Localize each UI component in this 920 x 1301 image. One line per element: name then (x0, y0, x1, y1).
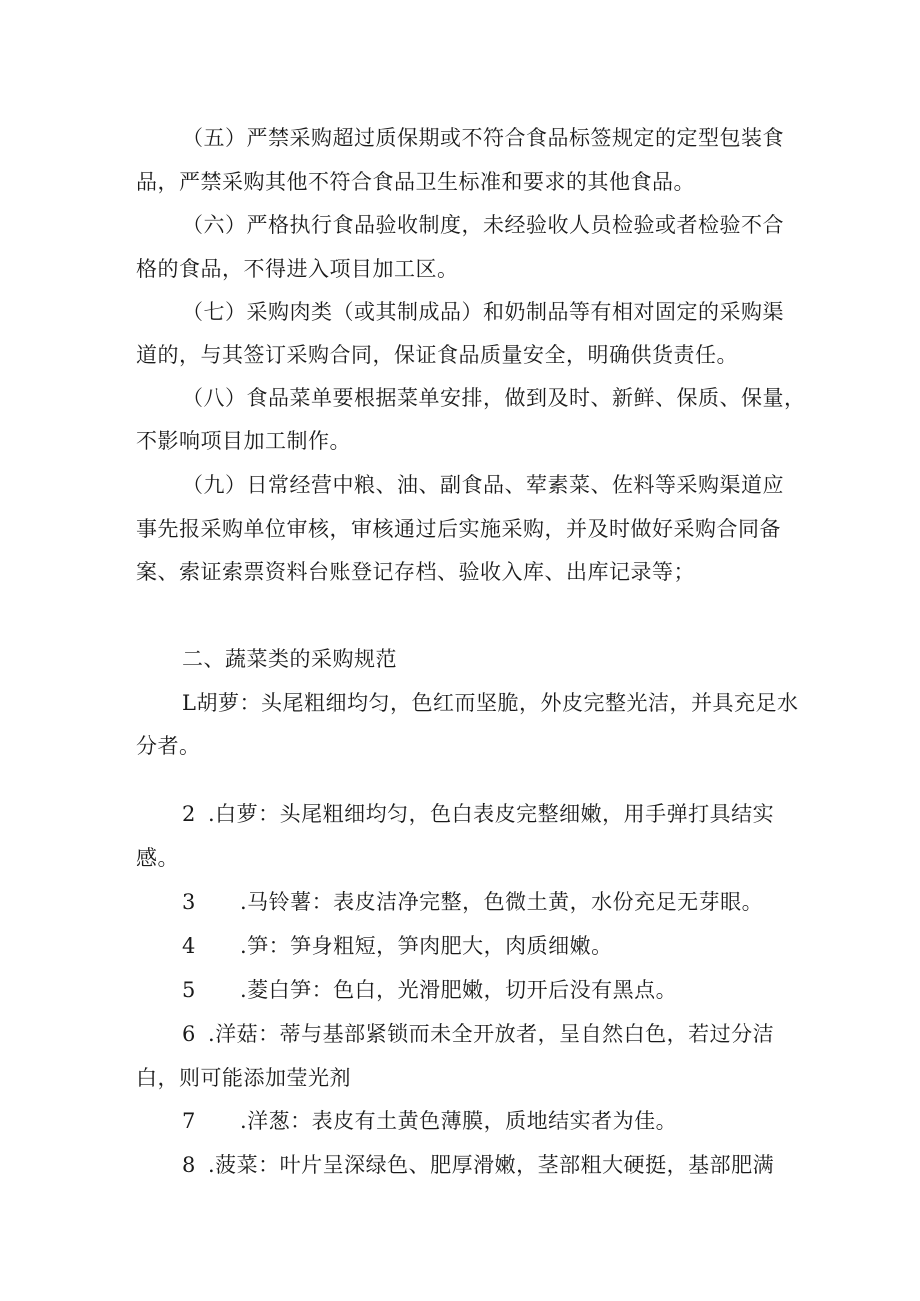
item-5-number: 5 (182, 978, 196, 1002)
item-1-line-2: 分者。 (136, 734, 201, 758)
item-3-number: 3 (182, 890, 196, 914)
paragraph-5-line-2: 品，严禁采购其他不符合食品卫生标准和要求的其他食品。 (136, 170, 695, 194)
paragraph-8-line-2: 不影响项目加工制作。 (136, 429, 351, 453)
item-3-text: .马铃薯：表皮洁净完整，色微土黄，水份充足无芽眼。 (240, 890, 764, 914)
paragraph-5-line-1: （五）严禁采购超过质保期或不符合食品标签规定的定型包装食 (182, 126, 784, 150)
item-2-line-2: 感。 (136, 846, 179, 870)
item-7 (182, 1107, 677, 1135)
item-2-number: 2 (182, 802, 196, 826)
paragraph-6-line-1: （六）严格执行食品验收制度，未经验收人员检验或者检验不合 (182, 213, 784, 237)
item-8 (182, 1151, 774, 1179)
item-6-line-1 (182, 1020, 774, 1048)
item-1-line-1: L胡萝：头尾粗细均匀，色红而坚脆，外皮完整光洁，并具充足水 (182, 691, 799, 715)
paragraph-9-line-3: 案、索证索票资料台账登记存档、验收入库、出库记录等； (136, 560, 695, 584)
item-6-number: 6 (182, 1022, 196, 1046)
section-heading: 二、蔬菜类的采购规范 (182, 647, 397, 671)
paragraph-9-line-1: （九）日常经营中粮、油、副食品、荤素菜、佐料等采购渠道应 (182, 473, 784, 497)
item-2-text: .白萝：头尾粗细均匀，色白表皮完整细嫩，用手弹打具结实 (208, 802, 775, 826)
item-4-number: 4 (182, 934, 196, 958)
item-5 (182, 976, 677, 1004)
paragraph-8-line-1: （八）食品菜单要根据菜单安排，做到及时、新鲜、保质、保量， (182, 386, 806, 410)
item-6-text: .洋菇：蒂与基部紧锁而未全开放者，呈自然白色，若过分洁 (208, 1022, 775, 1046)
item-3 (182, 888, 763, 916)
item-4 (182, 932, 613, 960)
paragraph-9-line-2: 事先报采购单位审核，审核通过后实施采购，并及时做好采购合同备 (136, 517, 781, 541)
paragraph-6-line-2: 格的食品，不得进入项目加工区。 (136, 257, 459, 281)
item-6-line-2: 白，则可能添加莹光剂 (136, 1066, 351, 1090)
item-7-text: .洋葱：表皮有土黄色薄膜，质地结实者为佳。 (240, 1109, 678, 1133)
item-2-line-1 (182, 800, 774, 828)
item-8-text: .菠菜：叶片呈深绿色、肥厚滑嫩，茎部粗大硬挺，基部肥满 (208, 1153, 775, 1177)
item-7-number: 7 (182, 1109, 196, 1133)
item-4-text: .笋：笋身粗短，笋肉肥大，肉质细嫩。 (240, 934, 613, 958)
item-5-text: .菱白笋：色白，光滑肥嫩，切开后没有黑点。 (240, 978, 678, 1002)
paragraph-7-line-2: 道的，与其签订采购合同，保证食品质量安全，明确供货责任。 (136, 343, 738, 367)
item-8-number: 8 (182, 1153, 196, 1177)
paragraph-7-line-1: （七）采购肉类（或其制成品）和奶制品等有相对固定的采购渠 (182, 300, 784, 324)
